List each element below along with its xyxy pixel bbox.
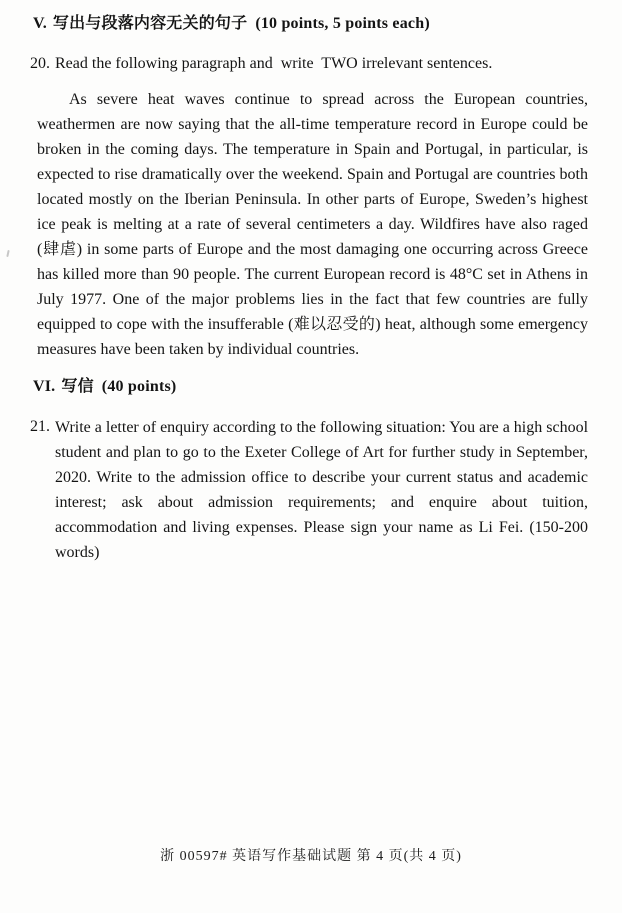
- section-v-points: (10 points, 5 points each): [255, 15, 430, 32]
- section-v-title: 写出与段落内容无关的句子: [52, 15, 248, 32]
- question-20-prompt: Read the following paragraph and write TWO irrelevant sentences.: [55, 55, 493, 72]
- section-vi-points: (40 points): [101, 378, 177, 395]
- question-20-paragraph: As severe heat waves continue to spread across the European countries, weathermen are now saying that the all-time temperature record in Europe could be broken in the coming days. The temperature in Spain and Portugal, in particular, is expected to rise dramatically over the weekend. Spain and Portugal are countries both located mostly on the Iberian Peninsula. In other parts of Europe, Sweden’s highest ice peak is melting at a rate of several centimeters a day. Wildfires have also raged (肆虐) in some parts of Europe and the most damaging one occurring across Greece has killed more than 90 people. The current European record is 48°C set in Athens in July 1977. One of the major problems lies in the fact that few countries are fully equipped to cope with the insufferable (难以忍受的) heat, although some emergency measures have been taken by individual countries.: [37, 91, 588, 358]
- section-v: [30, 13, 588, 362]
- page-footer: 浙 00597# 英语写作基础试题 第 4 页(共 4 页): [160, 849, 462, 864]
- section-vi-number: VI.: [33, 378, 56, 395]
- section-vi-heading: [33, 376, 588, 398]
- section-vi-title: 写信: [61, 378, 94, 395]
- section-vi: [30, 376, 588, 565]
- section-v-heading: [33, 13, 588, 35]
- question-20-number: 20.: [30, 55, 50, 72]
- section-v-number: V.: [33, 15, 47, 32]
- question-21: [30, 415, 588, 565]
- question-21-prompt: Write a letter of enquiry according to the following situation: You are a high school student and plan to go to the Exeter College of Art for further study in September, 2020. Write to the admission office to describe your current status and academic interest; ask about admission requirements; and enquire about tuition, accommodation and living expenses. Please sign your name as Li Fei. (150-200 words): [55, 419, 589, 561]
- question-20: [30, 52, 588, 75]
- scan-artifact: [6, 250, 9, 257]
- question-21-number: 21.: [30, 418, 50, 435]
